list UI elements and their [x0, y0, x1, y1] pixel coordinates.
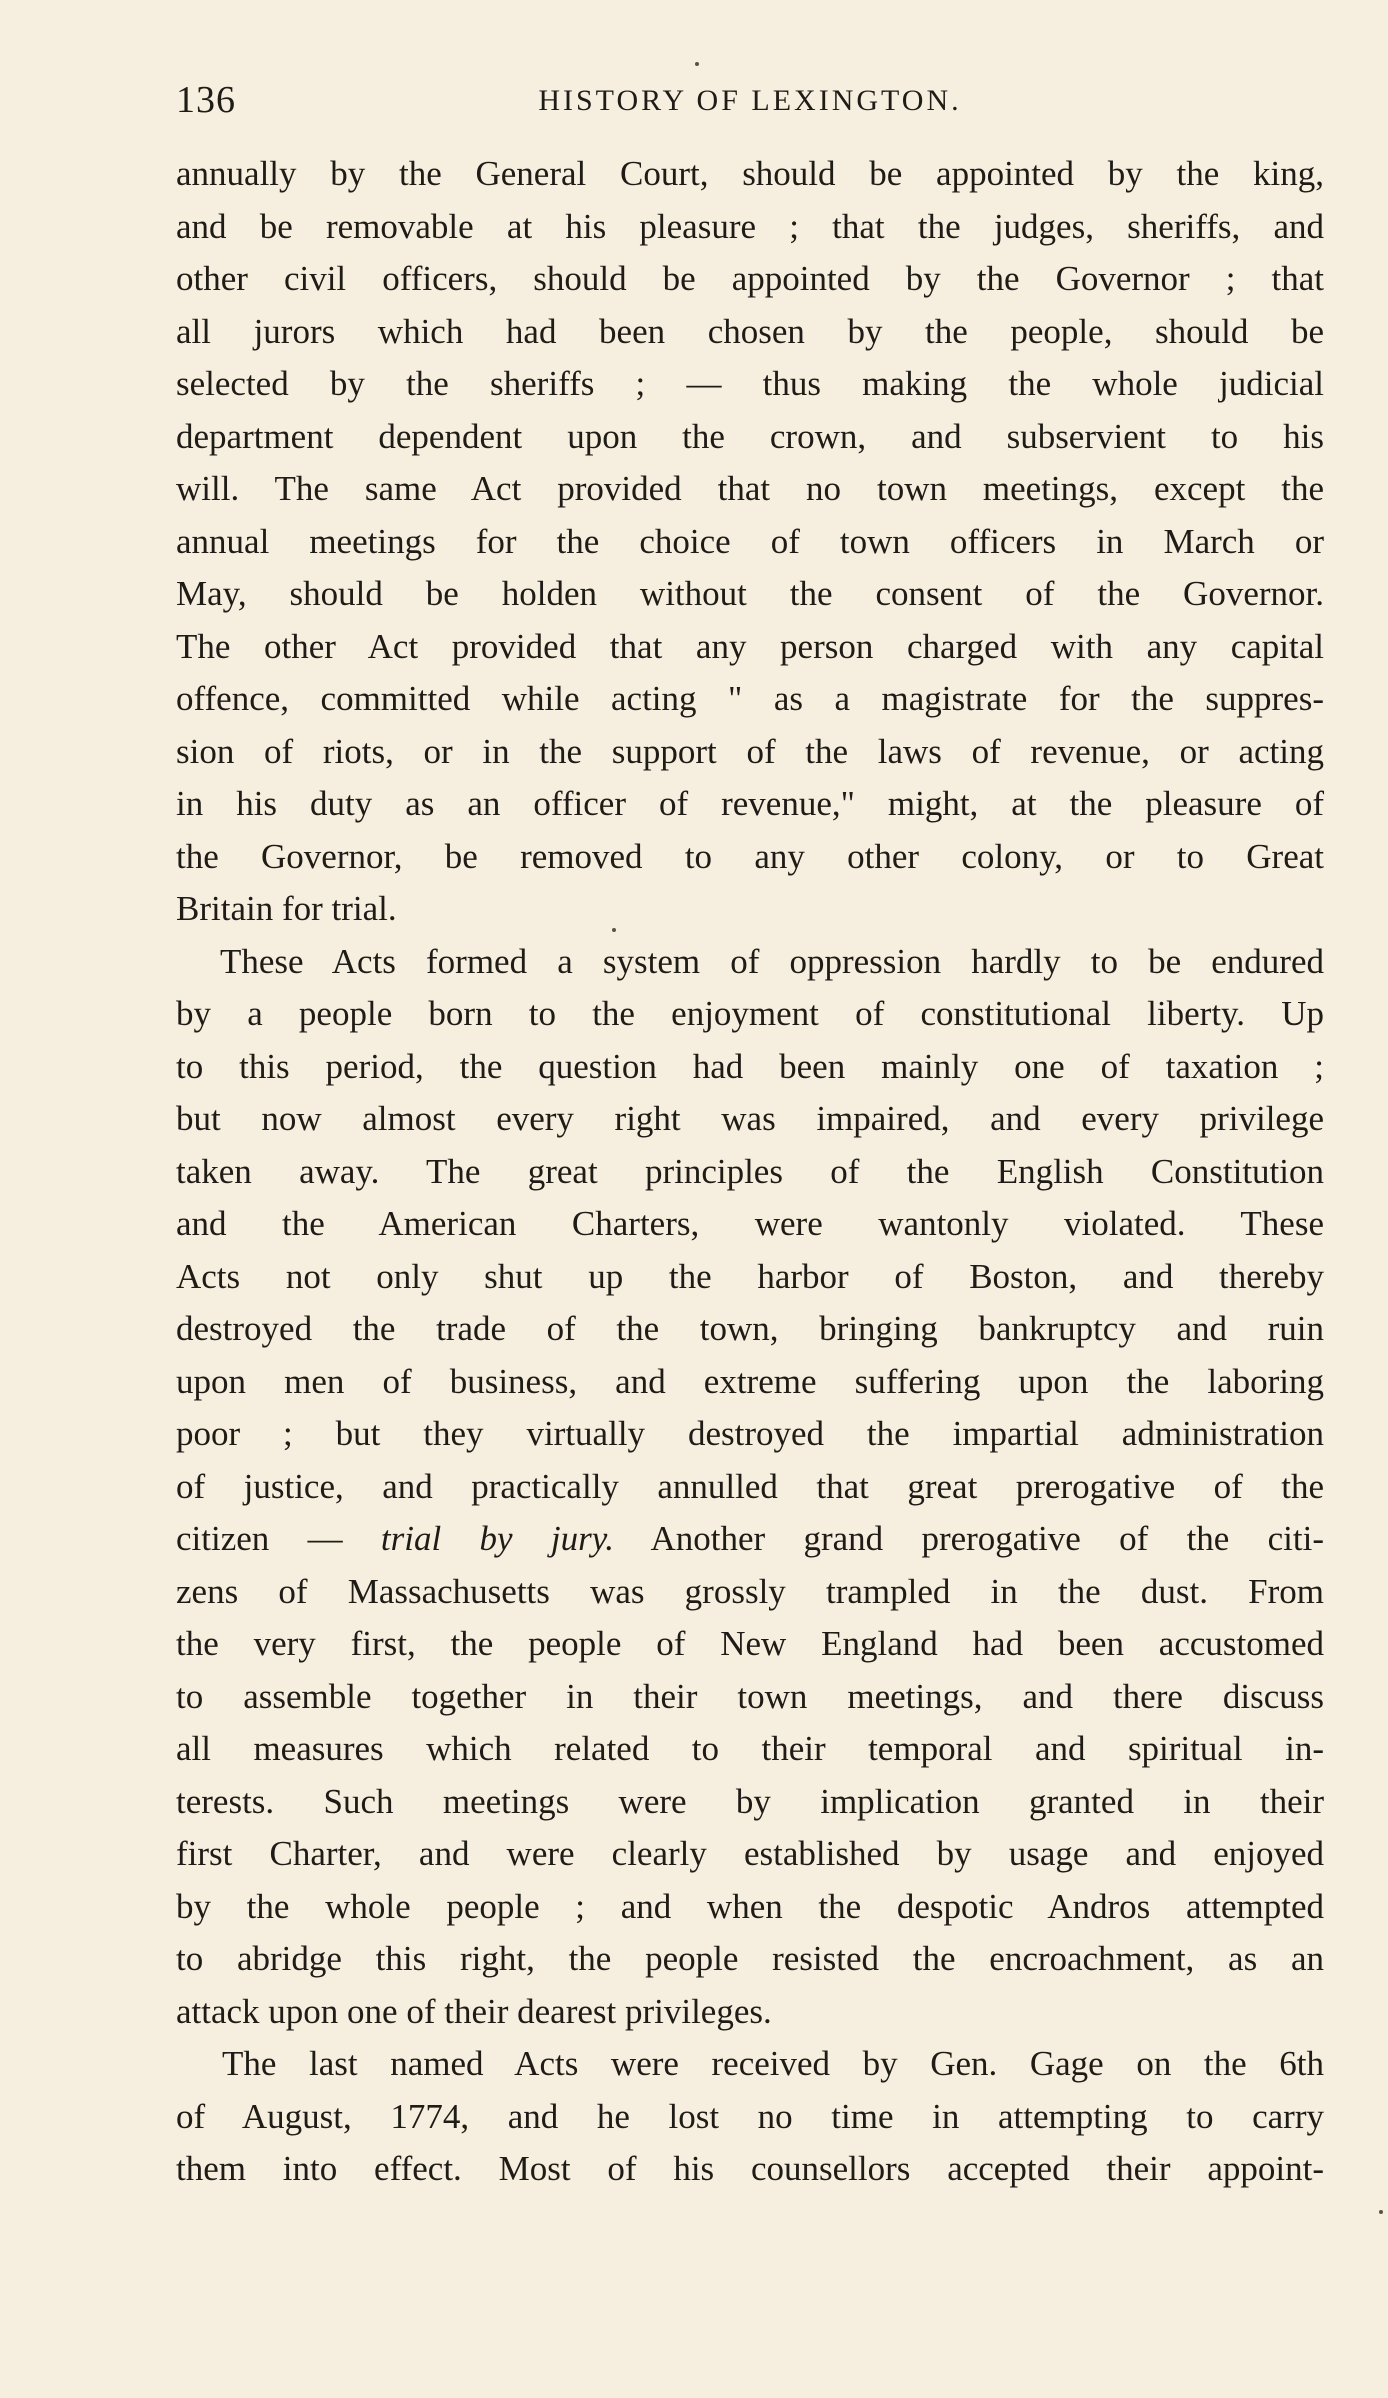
paragraph-first-line: These Acts formed a system of oppression hardly to be endured	[220, 941, 1324, 981]
text-line: annual meetings for the choice of town officers in March or	[176, 521, 1324, 561]
text-line: sion of riots, or in the support of the laws of revenue, or acting	[176, 731, 1324, 771]
text-line: Acts not only shut up the harbor of Boston, and thereby	[176, 1256, 1324, 1296]
text-line: of justice, and practically annulled that great prerogative of the	[176, 1466, 1324, 1506]
text-line: other civil officers, should be appointed by the Governor ; that	[176, 259, 1324, 298]
text-line: to assemble together in their town meetings, and there discuss	[176, 1676, 1324, 1716]
text-line: selected by the sheriffs ; — thus making the whole judicial	[176, 364, 1324, 403]
text-line: the Governor, be removed to any other colony, or to Great	[176, 836, 1324, 876]
text-line: to abridge this right, the people resisted the encroachment, as an	[176, 1939, 1324, 1978]
text-line: terests. Such meetings were by implication granted in their	[176, 1781, 1324, 1821]
text-line: and the American Charters, were wantonly violated. These	[176, 1204, 1324, 1243]
text-line: them into effect. Most of his counsellors accepted their appoint-	[176, 2149, 1324, 2188]
text-line: by a people born to the enjoyment of constitutional liberty. Up	[176, 994, 1324, 1033]
text-line: first Charter, and were clearly established by usage and enjoyed	[176, 1834, 1324, 1873]
paper-speck	[1379, 2210, 1383, 2214]
paper-speck	[695, 62, 699, 66]
text-line: destroyed the trade of the town, bringing bankruptcy and ruin	[176, 1309, 1324, 1348]
text-line: of August, 1774, and he lost no time in attempting to carry	[176, 2096, 1324, 2136]
line-segment: citizen —	[176, 1519, 381, 1558]
text-line: all measures which related to their temporal and spiritual in-	[176, 1729, 1324, 1768]
text-line: and be removable at his pleasure ; that the judges, sheriffs, and	[176, 206, 1324, 246]
text-line: in his duty as an officer of revenue," might, at the pleasure of	[176, 784, 1324, 823]
paragraph-end-line: attack upon one of their dearest privileges.	[176, 1991, 772, 2031]
page-number: 136	[176, 79, 236, 121]
text-line: taken away. The great principles of the English Constitution	[176, 1151, 1324, 1191]
text-line: zens of Massachusetts was grossly trampled in the dust. From	[176, 1571, 1324, 1611]
running-head: HISTORY OF LEXINGTON.	[538, 84, 962, 117]
text-line: department dependent upon the crown, and subservient to his	[176, 416, 1324, 456]
page-header	[176, 78, 1324, 128]
text-line-with-italic	[176, 1513, 1324, 1566]
text-line: upon men of business, and extreme suffering upon the laboring	[176, 1361, 1324, 1401]
paper-speck	[612, 928, 616, 932]
text-line: by the whole people ; and when the despotic Andros attempted	[176, 1886, 1324, 1926]
text-line: offence, committed while acting " as a magistrate for the suppres-	[176, 679, 1324, 718]
text-line: to this period, the question had been mainly one of taxation ;	[176, 1046, 1324, 1086]
italic-phrase: trial by jury.	[380, 1519, 615, 1558]
text-line: but now almost every right was impaired, and every privilege	[176, 1099, 1324, 1138]
text-line: annually by the General Court, should be appointed by the king,	[176, 154, 1324, 193]
body-text	[176, 148, 1324, 2196]
text-line: will. The same Act provided that no town meetings, except the	[176, 469, 1324, 508]
text-line: poor ; but they virtually destroyed the impartial administration	[176, 1414, 1324, 1453]
line-segment: Another grand prerogative of the citi-	[614, 1519, 1325, 1558]
paragraph-first-line: The last named Acts were received by Gen. Gage on the 6th	[222, 2044, 1324, 2083]
text-line: The other Act provided that any person charged with any capital	[176, 626, 1324, 666]
text-line: all jurors which had been chosen by the people, should be	[176, 311, 1324, 351]
text-line: May, should be holden without the consent of the Governor.	[176, 574, 1324, 613]
paragraph-end-line: Britain for trial.	[176, 889, 397, 928]
text-line: the very first, the people of New England had been accustomed	[176, 1624, 1324, 1663]
